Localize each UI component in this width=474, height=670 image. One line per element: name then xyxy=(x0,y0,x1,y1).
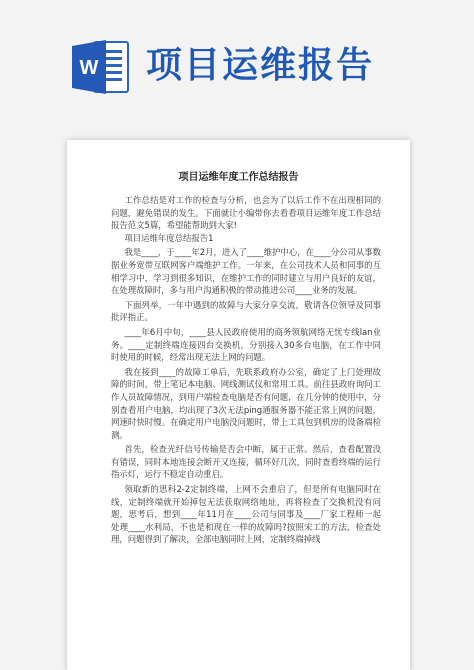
paragraph: 工作总结是对工作的检查与分析，也会为了以后工作不在出现相同的问题，避免错误的发生。下面就让小编带你去看看项目运维年度工作总结报告范文5篇，希望能帮助到大家! xyxy=(111,195,381,231)
word-document-icon xyxy=(70,36,132,98)
paragraph: 我是____，于____年2月，进入了____维护中心，在____分公司从事数据业务宽带互联网客户端维护工作。一年来，在公司技术人员和同事的互相学习中，学习到很多知识，在维护工作的同时建立与用户良好的友谊，在处理故障时，多与用户沟通积极的带动推进公司____业务的发展。 xyxy=(111,247,382,296)
paragraph: 项目运维年度总结报告1 xyxy=(124,232,214,243)
paragraph: 下面列举，一年中遇到的故障与大家分享交流，敬请各位领导及同事批评指正。 xyxy=(111,299,381,323)
paragraph: 我在接到____的故障工单后，先联系政府办公室，确定了上门处理故障的时间，带上笔记本电脑、网线测试仪和常用工具。前往县政府询问工作人员故障情况，到用户端检查电脑是否有问题，在几分钟的使用中，分别查看用户电脑，均出现了3次无法ping通服务器不能正常上网的问题，网速时快时慢。在确定用户电脑没问题时，带上工具包到机房的设备端检测。 xyxy=(111,366,381,440)
word-logo-letter: W xyxy=(79,57,99,79)
banner-title: 项目运维报告 xyxy=(146,45,375,86)
header-banner xyxy=(0,0,474,120)
paragraph: 首先，检查光纤信号传输是否会中断，属于正常。然后，查看配置没有错误，同时本地连接会断开又连接，循环好几次，同时查看终端的运行指示灯，运行不稳定自动重启。 xyxy=(111,444,381,480)
document-body xyxy=(111,194,381,546)
document-page xyxy=(67,140,410,670)
paragraph: 领取新的思科2-2定制终端，上网不会重启了，但是所有电脑同时在线，定制终端就开始掉包无法获取网络地址，再将检查了交换机没有问题，思考后，想到____年11月在____公司与同事及____厂家工程师一起处理____水利局，不也是和现在一样的故障吗?按照宋工的方法，检查处理，问题得到了解决，全部电脑同时上网，定制终端掉线 xyxy=(111,484,381,545)
paragraph: ____年6月中旬，____县人民政府使用的商务领航网络无忧专线lan业务。____定制终端连接四台交换机，分别接入30多台电脑，在工作中同时使用的时候，经常出现无法上网的问题。 xyxy=(111,326,381,363)
document-heading: 项目运维年度工作总结报告 xyxy=(178,172,299,183)
